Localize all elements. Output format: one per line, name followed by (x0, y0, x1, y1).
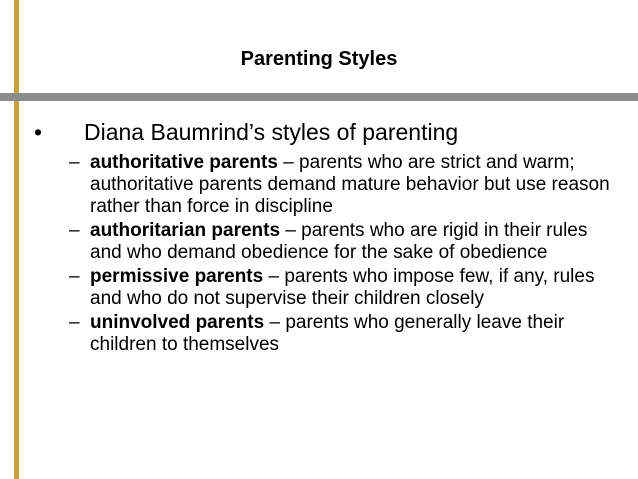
bullet-mark: • (34, 119, 43, 145)
dash-marker: – (69, 220, 80, 241)
accent-bar (14, 0, 19, 479)
style-term: authoritarian parents (90, 220, 281, 241)
style-term: authoritative parents (90, 152, 278, 173)
title-divider (0, 93, 638, 101)
style-definition: – parents who impose few, if any, rules and who do not supervise their children closely (90, 266, 595, 309)
style-definition: – parents who generally leave their children to themselves (90, 312, 565, 355)
slide-title (0, 47, 638, 71)
parenting-styles-list (69, 152, 614, 358)
bullet-text: Diana Baumrind’s styles of parenting (84, 119, 459, 145)
dash-marker: – (69, 266, 80, 287)
style-definition: – parents who are rigid in their rules and who demand obedience for the sake of obedience (90, 220, 588, 263)
dash-marker: – (69, 312, 80, 333)
list-item-authoritarian (69, 220, 614, 264)
dash-marker: – (69, 152, 80, 173)
slide-title-text: Parenting Styles (240, 48, 398, 70)
style-term: permissive parents (90, 266, 264, 287)
list-item-permissive (69, 266, 614, 310)
style-definition: – parents who are strict and warm; authoritative parents demand mature behavior but use reason rather than force in discipline (90, 152, 610, 217)
style-term: uninvolved parents (90, 312, 265, 333)
list-item-uninvolved (69, 312, 614, 356)
list-item-authoritative (69, 152, 614, 218)
